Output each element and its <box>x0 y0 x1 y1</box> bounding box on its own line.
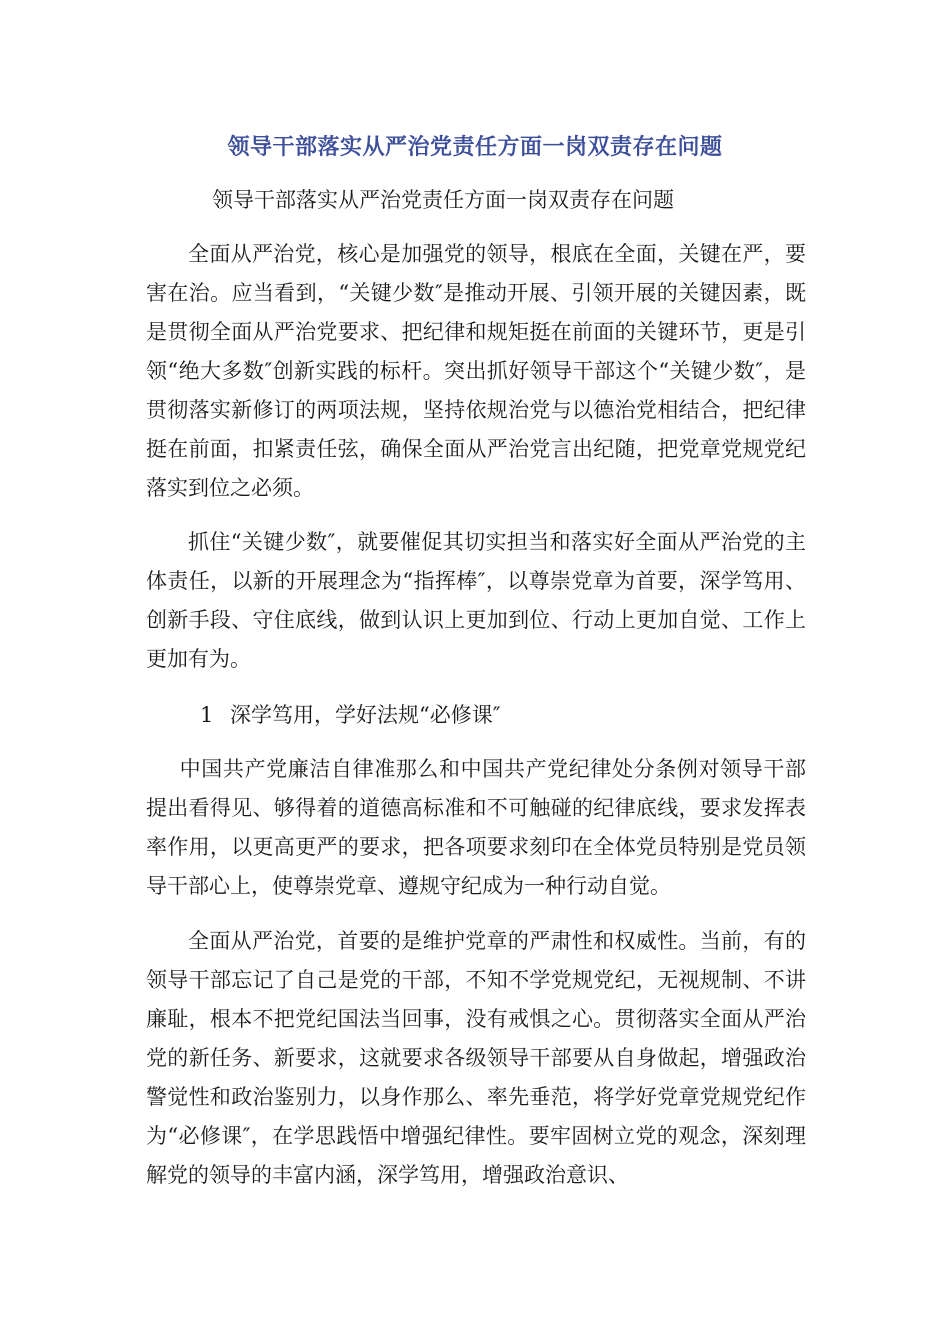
paragraph-party-constitution: 全面从严治党，首要的是维护党章的严肃性和权威性。当前，有的领导干部忘记了自己是党的干部，不知不学党规党纪，无视规制、不讲廉耻，根本不把党纪国法当回事，没有戒惧之心。贯彻落实全面从严治党的新任务、新要求，这就要求各级领导干部要从自身做起，增强政治警觉性和政治鉴别力，以身作那么、率先垂范，将学好党章党规党纪作为“必修课″，在学思践悟中增强纪律性。要牢固树立党的观念，深刻理解党的领导的丰富内涵，深学笃用，增强政治意识、 <box>146 929 806 1187</box>
paragraph-discipline-regulations: 中国共产党廉洁自律准那么和中国共产党纪律处分条例对领导干部提出看得见、够得着的道德高标准和不可触碰的纪律底线，要求发挥表率作用，以更高更严的要求，把各项要求刻印在全体党员特别是党员领导干部心上，使尊崇党章、遵规守纪成为一种行动自觉。 <box>146 757 806 898</box>
paragraph-key-minority: 抓住“关键少数″，就要催促其切实担当和落实好全面从严治党的主体责任，以新的开展理念为“指挥棒″，以尊崇党章为首要，深学笃用、创新手段、守住底线，做到认识上更加到位、行动上更加自觉、工作上更加有为。 <box>146 530 806 671</box>
section-heading-text: 深学笃用，学好法规“必修课″ <box>230 703 501 727</box>
paragraph-intro: 全面从严治党，核心是加强党的领导，根底在全面，关键在严，要害在治。应当看到，“关键少数″是推动开展、引领开展的关键因素，既是贯彻全面从严治党要求、把纪律和规矩挺在前面的关键环节，更是引领“绝大多数″创新实践的标杆。突出抓好领导干部这个“关键少数″，是贯彻落实新修订的两项法规，坚持依规治党与以德治党相结合，把纪律挺在前面，扣紧责任弦，确保全面从严治党言出纪随，把党章党规党纪落实到位之必须。 <box>146 242 806 500</box>
document-title: 领导干部落实从严治党责任方面一岗双责存在问题 <box>227 135 723 160</box>
document-subtitle: 领导干部落实从严治党责任方面一岗双责存在问题 <box>212 188 674 212</box>
section-number: 1 <box>200 703 214 727</box>
section-heading-1 <box>200 700 501 730</box>
